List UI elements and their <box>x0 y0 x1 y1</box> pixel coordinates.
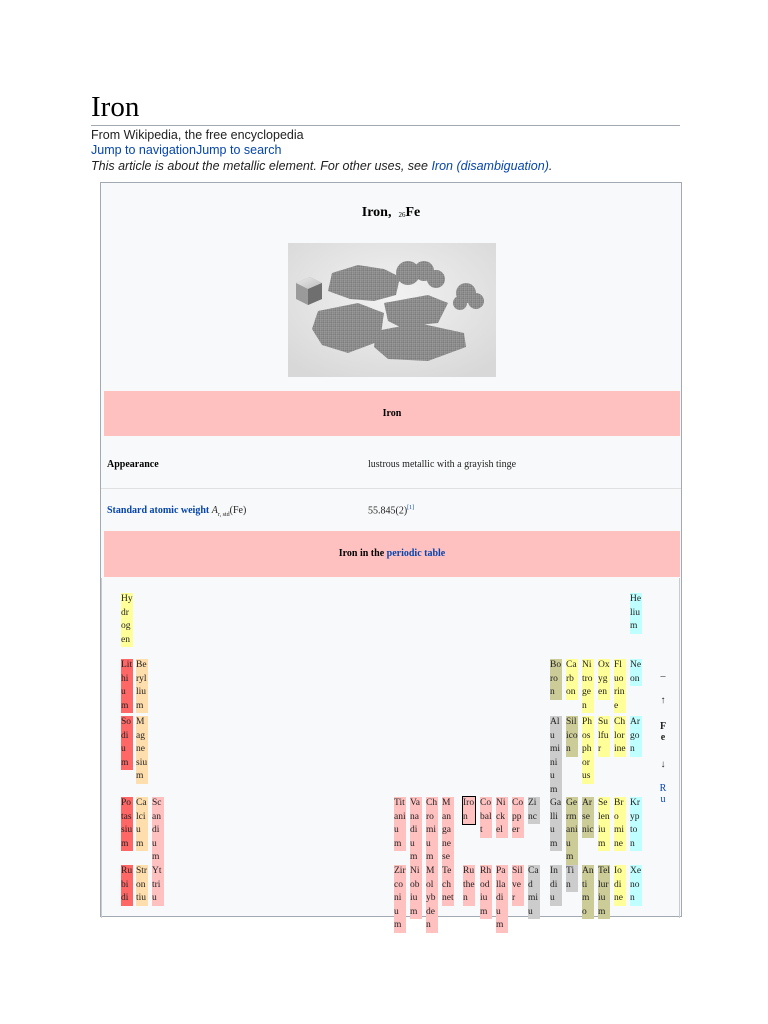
element-cell-chromium[interactable]: Chromium <box>426 797 438 865</box>
element-cell-strontiu[interactable]: Strontiu <box>136 865 148 906</box>
element-cell-rhodium[interactable]: Rhodium <box>480 865 492 919</box>
element-cell-arsenic[interactable]: Arsenic <box>582 797 594 838</box>
element-cell-bromine[interactable]: Bromine <box>614 797 626 851</box>
element-cell-iodine[interactable]: Iodine <box>614 865 626 906</box>
element-cell-manganese[interactable]: Manganese <box>442 797 454 865</box>
element-cell-silicon[interactable]: Silicon <box>566 716 578 757</box>
element-cell-helium[interactable]: Helium <box>630 593 642 634</box>
element-cell-neon[interactable]: Neon <box>630 659 642 686</box>
element-cell-technet[interactable]: Technet <box>442 865 454 906</box>
element-cell-indiu[interactable]: Indiu <box>550 865 562 906</box>
element-cell-germanium[interactable]: Germanium <box>566 797 578 865</box>
iron-pieces-illustration <box>288 243 496 377</box>
hatnote-text: This article is about the metallic element. For other uses, see <box>91 159 432 173</box>
down-arrow-icon: ↓ <box>660 759 666 770</box>
element-cell-zinc[interactable]: Zinc <box>528 797 540 824</box>
infobox <box>100 182 682 930</box>
element-cell-phosphorus[interactable]: Phosphorus <box>582 716 594 784</box>
page-title: Iron <box>91 91 140 123</box>
appearance-label: Appearance <box>107 459 159 470</box>
periodic-table-band <box>104 531 680 577</box>
title-divider <box>91 125 680 126</box>
table-left-border <box>101 578 102 918</box>
element-cell-rubidi[interactable]: Rubidi <box>121 865 133 906</box>
element-cell-antimo[interactable]: Antimo <box>582 865 594 919</box>
periodic-table-link[interactable]: periodic table <box>386 548 446 559</box>
jump-to-navigation-link[interactable]: Jump to navigation <box>91 143 196 157</box>
element-cell-cadmiu[interactable]: Cadmiu <box>528 865 540 919</box>
iron-sample-image[interactable] <box>288 243 496 377</box>
element-cell-zirconium[interactable]: Zirconium <box>394 865 406 933</box>
table-right-border <box>679 578 680 918</box>
element-cell-hydrogen[interactable]: Hydrogen <box>121 593 133 647</box>
infobox-title <box>101 205 681 221</box>
hatnote-end: . <box>548 159 553 173</box>
element-cell-xenon[interactable]: Xenon <box>630 865 642 906</box>
element-cell-potassium[interactable]: Potassium <box>121 797 133 851</box>
element-cell-molybden[interactable]: Molybden <box>426 865 438 933</box>
element-name-band: Iron <box>104 391 680 436</box>
element-cell-krypton[interactable]: Krypton <box>630 797 642 851</box>
element-symbol: Fe <box>405 205 421 220</box>
hatnote <box>91 159 552 174</box>
element-cell-argon[interactable]: Argon <box>630 716 642 757</box>
standard-atomic-weight-link[interactable] <box>107 505 246 518</box>
element-cell-tin[interactable]: Tin <box>566 865 578 892</box>
element-cell-sulfur[interactable]: Sulfur <box>598 716 610 757</box>
element-cell-sodium[interactable]: Sodium <box>121 716 133 770</box>
element-cell-fluorine[interactable]: Fluorine <box>614 659 626 713</box>
weight-symbol: A <box>211 505 218 516</box>
element-cell-iron[interactable]: Iron <box>463 797 475 824</box>
element-cell-chlorine[interactable]: Chlorine <box>614 716 626 757</box>
period-above-symbol: – <box>660 671 666 682</box>
weight-value: 55.845(2) <box>368 505 408 517</box>
element-cell-copper[interactable]: Copper <box>512 797 524 838</box>
element-cell-niobium[interactable]: Niobium <box>410 865 422 919</box>
element-cell-carbon[interactable]: Carbon <box>566 659 578 700</box>
weight-symbol-subscript: r, std <box>217 512 230 518</box>
weight-symbol-suffix: (Fe) <box>229 505 247 516</box>
element-cell-palladium[interactable]: Palladium <box>496 865 508 933</box>
standard-atomic-weight-value <box>368 505 414 516</box>
element-cell-silver[interactable]: Silver <box>512 865 524 906</box>
element-cell-calcium[interactable]: Calcium <box>136 797 148 851</box>
element-cell-nitrogen[interactable]: Nitrogen <box>582 659 594 713</box>
weight-label-text: Standard atomic weight <box>107 505 212 516</box>
periodic-table-caption: Iron in the <box>338 548 387 559</box>
element-cell-yttriu[interactable]: Yttriu <box>152 865 164 906</box>
jump-to-search-link[interactable]: Jump to search <box>195 143 282 157</box>
disambiguation-link[interactable]: Iron (disambiguation) <box>431 159 549 173</box>
row-divider <box>101 488 681 489</box>
current-element-symbol: Fe <box>659 721 667 743</box>
period-below-link[interactable]: Ru <box>659 783 667 805</box>
element-cell-scandium[interactable]: Scandium <box>152 797 164 865</box>
element-cell-oxygen[interactable]: Oxygen <box>598 659 610 700</box>
element-cell-vanadium[interactable]: Vanadium <box>410 797 422 865</box>
element-cell-lithium[interactable]: Lithium <box>121 659 133 713</box>
element-cell-magnesium[interactable]: Magnesium <box>136 716 148 784</box>
element-cell-boron[interactable]: Boron <box>550 659 562 700</box>
site-tagline: From Wikipedia, the free encyclopedia <box>91 128 304 142</box>
element-cell-gallium[interactable]: Gallium <box>550 797 562 851</box>
element-cell-beryllium[interactable]: Beryllium <box>136 659 148 713</box>
element-cell-cobalt[interactable]: Cobalt <box>480 797 492 838</box>
element-cell-aluminium[interactable]: Aluminium <box>550 716 562 797</box>
atomic-number: 26 <box>398 211 406 219</box>
up-arrow-icon: ↑ <box>660 695 666 706</box>
element-cell-ruthen[interactable]: Ruthen <box>463 865 475 906</box>
weight-reference[interactable]: [1] <box>407 505 415 511</box>
element-cell-titanium[interactable]: Titanium <box>394 797 406 851</box>
element-cell-selenium[interactable]: Selenium <box>598 797 610 851</box>
element-cell-tellurium[interactable]: Tellurium <box>598 865 610 919</box>
infobox-title-name: Iron, <box>361 205 392 220</box>
appearance-value: lustrous metallic with a grayish tinge <box>368 459 517 470</box>
element-cell-nickel[interactable]: Nickel <box>496 797 508 838</box>
jump-links <box>91 143 281 158</box>
